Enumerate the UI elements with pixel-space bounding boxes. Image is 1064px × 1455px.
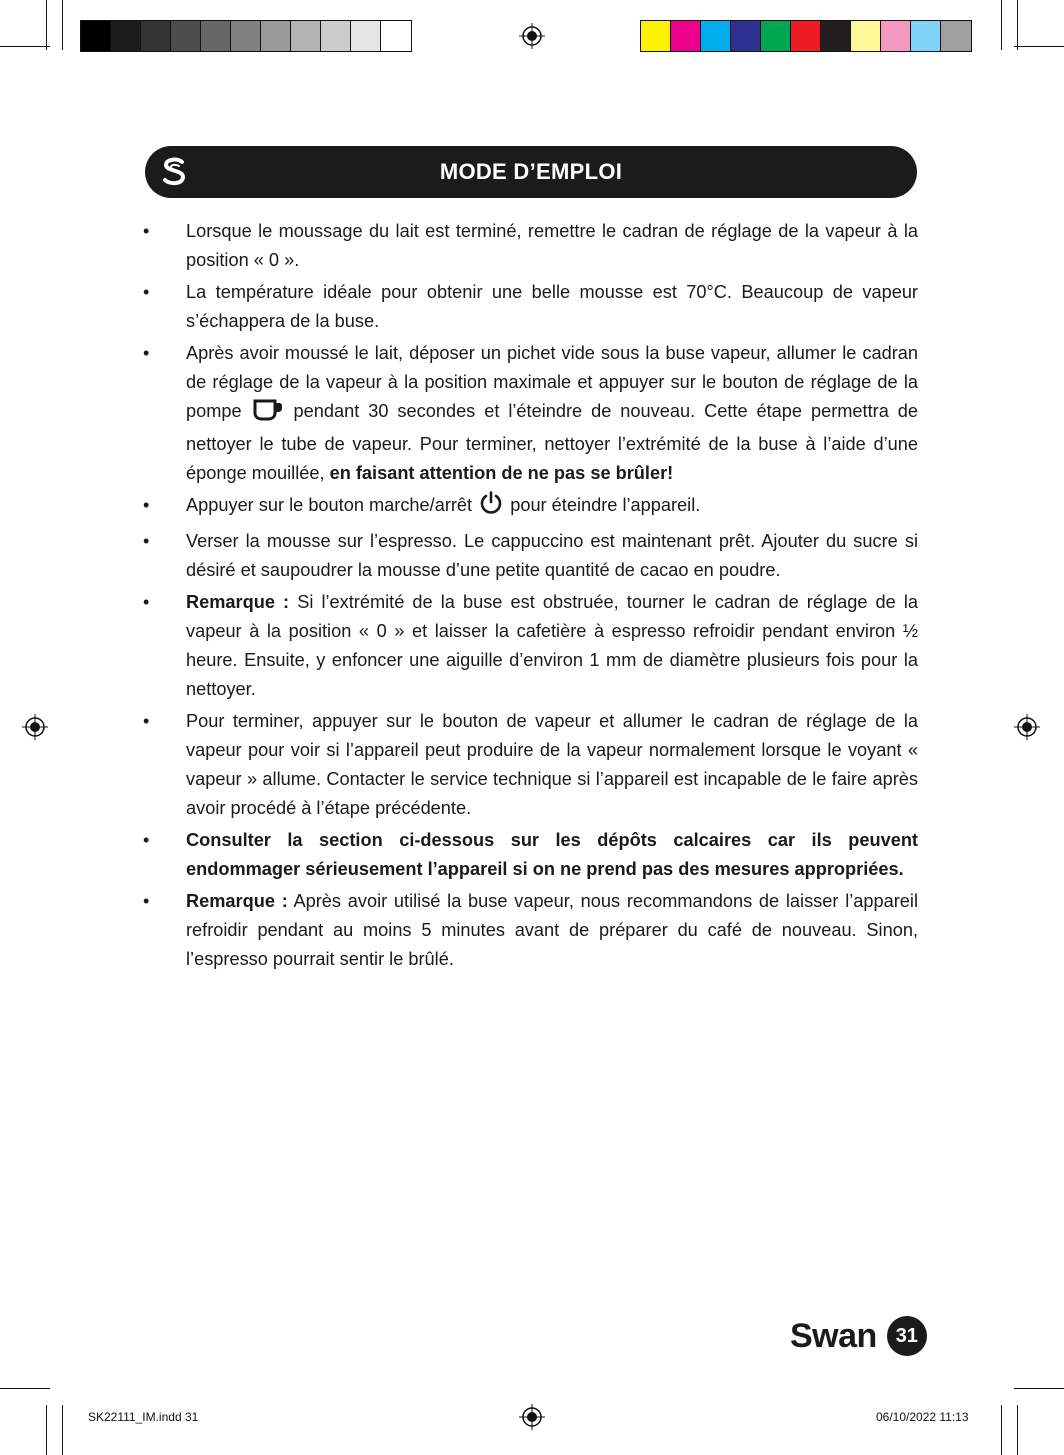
crop-mark: [0, 46, 50, 47]
bold-text: Remarque :: [186, 592, 290, 612]
crop-mark: [1014, 46, 1064, 47]
color-swatch: [111, 21, 141, 51]
bold-text: Consulter la section ci-dessous sur les dépôts calcaires car ils peuvent endommager sérieusement l’appareil si on ne prend pas des mesures appropriées.: [186, 830, 918, 879]
color-swatch: [381, 21, 411, 51]
color-swatch: [911, 21, 941, 51]
footer-branding: [790, 1314, 927, 1358]
list-item: [140, 887, 918, 974]
crop-mark: [46, 1405, 47, 1455]
color-swatch: [141, 21, 171, 51]
list-item: [140, 339, 918, 488]
color-swatch: [701, 21, 731, 51]
body-text: Si l’extrémité de la buse est obstruée, tourner le cadran de réglage de la vapeur à la position « 0 » et laisser la cafetière à espresso refroidir pendant environ ½ heure. Ensuite, y enfoncer une aiguille d’environ 1 mm de diamètre plusieurs fois pour la nettoyer.: [186, 592, 919, 699]
list-item: [140, 278, 918, 336]
page-title: MODE D’EMPLOI: [439, 159, 623, 184]
power-icon: [479, 491, 503, 524]
color-swatch: [881, 21, 911, 51]
color-swatch: [731, 21, 761, 51]
color-swatch: [851, 21, 881, 51]
crop-mark: [62, 0, 63, 50]
list-item: [140, 707, 918, 823]
crop-mark: [0, 1388, 50, 1389]
crop-mark: [1017, 1405, 1018, 1455]
body-text: Lorsque le moussage du lait est terminé, remettre le cadran de réglage de la vapeur à la position « 0 ».: [186, 221, 918, 270]
cup-icon: [253, 399, 283, 430]
color-swatch: [641, 21, 671, 51]
section-header: [145, 146, 917, 198]
process-color-bar: [640, 20, 972, 52]
registration-mark-icon: [1014, 714, 1040, 740]
grayscale-color-bar: [80, 20, 412, 52]
brand-logo: Swan: [790, 1316, 877, 1355]
body-text: Après avoir utilisé la buse vapeur, nous recommandons de laisser l’appareil refroidir pendant au moins 5 minutes avant de préparer du café de nouveau. Sinon, l’espresso pourrait sentir le brûlé.: [186, 891, 918, 969]
registration-mark-icon: [22, 714, 48, 740]
page-number: 31: [887, 1316, 927, 1356]
crop-mark: [1001, 0, 1002, 50]
color-swatch: [201, 21, 231, 51]
bold-text: en faisant attention de ne pas se brûler!: [329, 463, 674, 483]
color-swatch: [261, 21, 291, 51]
body-text: pour éteindre l’appareil.: [505, 495, 701, 515]
instructions-content: [140, 217, 918, 977]
color-swatch: [171, 21, 201, 51]
color-swatch: [81, 21, 111, 51]
color-swatch: [941, 21, 971, 51]
color-swatch: [671, 21, 701, 51]
color-swatch: [791, 21, 821, 51]
crop-mark: [1017, 0, 1018, 50]
color-swatch: [291, 21, 321, 51]
list-item: [140, 217, 918, 275]
slug-file-info: SK22111_IM.indd 31: [88, 1410, 199, 1424]
color-swatch: [821, 21, 851, 51]
color-swatch: [761, 21, 791, 51]
list-item: [140, 826, 918, 884]
registration-mark-icon: [519, 1404, 545, 1430]
body-text: Appuyer sur le bouton marche/arrêt: [186, 495, 478, 515]
crop-mark: [46, 0, 47, 50]
list-item: [140, 491, 918, 524]
crop-mark: [1001, 1405, 1002, 1455]
bold-text: Remarque :: [186, 891, 288, 911]
color-swatch: [231, 21, 261, 51]
body-text: Verser la mousse sur l’espresso. Le cappuccino est maintenant prêt. Ajouter du sucre si désiré et saupoudrer la mousse d’une petite quantité de cacao en poudre.: [186, 531, 918, 580]
body-text: Pour terminer, appuyer sur le bouton de vapeur et allumer le cadran de réglage de la vapeur pour voir si l’appareil peut produire de la vapeur normalement lorsque le voyant « vapeur » allume. Contacter le service technique si l’appareil est incapable de le faire après avoir procédé à l’étape précédente.: [186, 711, 918, 818]
crop-mark: [1014, 1388, 1064, 1389]
body-text: pendant 30 secondes et l’éteindre de nouveau. Cette étape permettra de nettoyer le tube de vapeur. Pour terminer, nettoyer l’extrémité de la buse à l’aide d’une éponge mouillée,: [186, 401, 919, 483]
instructions-list: [140, 217, 918, 974]
list-item: [140, 588, 918, 704]
registration-mark-icon: [519, 23, 545, 49]
slug-timestamp: 06/10/2022 11:13: [876, 1410, 969, 1424]
body-text: La température idéale pour obtenir une belle mousse est 70°C. Beaucoup de vapeur s’échappera de la buse.: [186, 282, 918, 331]
color-swatch: [321, 21, 351, 51]
crop-mark: [62, 1405, 63, 1455]
color-swatch: [351, 21, 381, 51]
body-text: Après avoir moussé le lait, déposer un pichet vide sous la buse vapeur, allumer le cadran de réglage de la vapeur à la position maximale et appuyer sur le bouton de réglage de la pompe: [186, 343, 918, 421]
list-item: [140, 527, 918, 585]
